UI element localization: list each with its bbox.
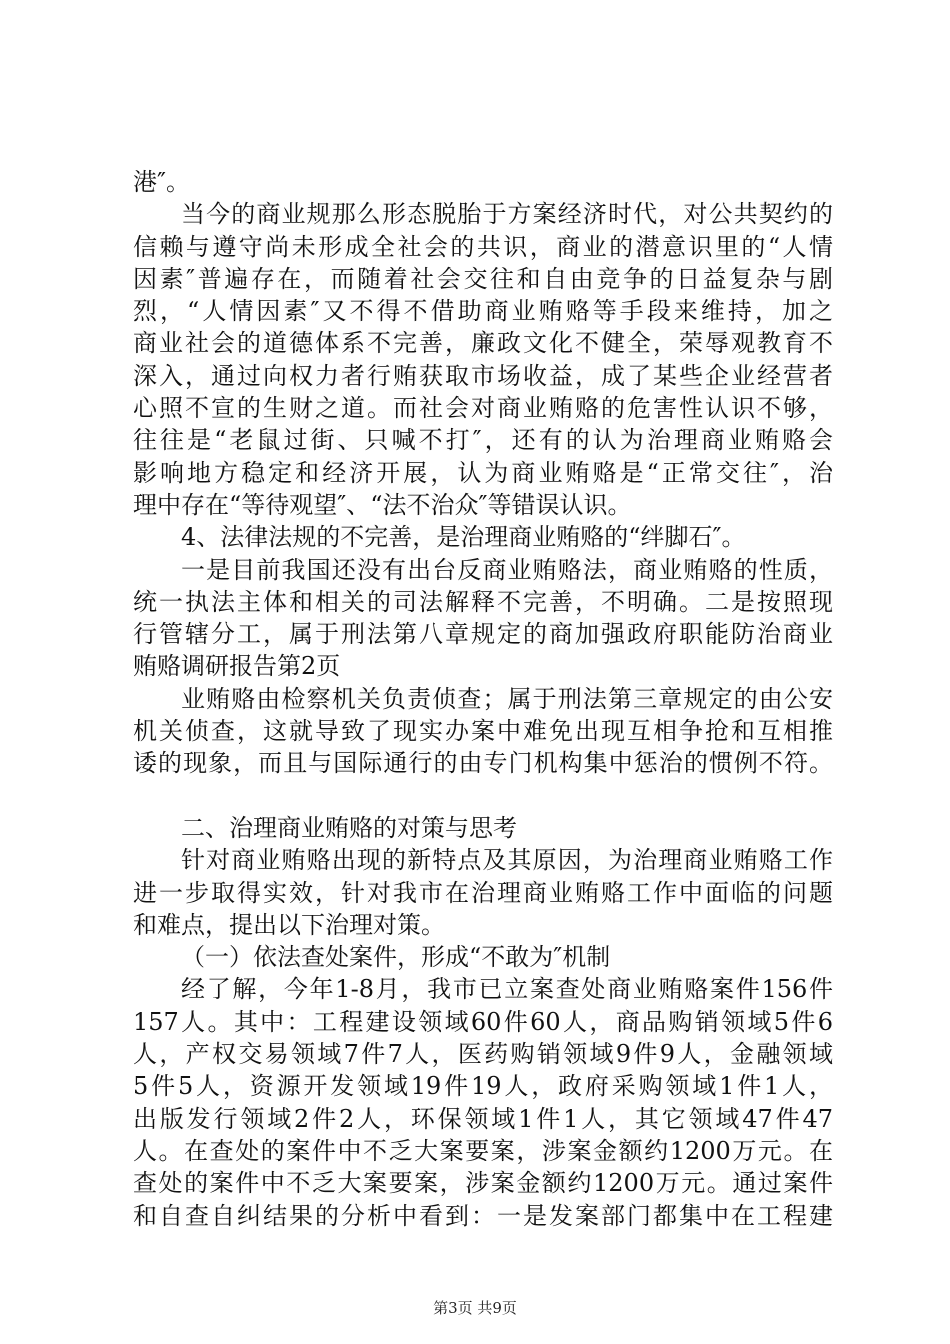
- text-line: 行管辖分工，属于刑法第八章规定的商加强政府职能防治商业: [133, 620, 833, 649]
- text-line: 针对商业贿赂出现的新特点及其原因，为治理商业贿赂工作: [181, 846, 833, 875]
- text-line: 4、法律法规的不完善，是治理商业贿赂的“绊脚石″。: [181, 523, 746, 552]
- text-line: 出版发行领域2件2人，环保领域1件1人，其它领域47件47: [133, 1104, 833, 1133]
- text-line: 烈，“人情因素″又不得不借助商业贿赂等手段来维持，加之: [133, 297, 833, 326]
- text-line: 经了解，今年1-8月，我市已立案查处商业贿赂案件156件: [181, 975, 833, 1004]
- text-line: 商业社会的道德体系不完善，廉政文化不健全，荣辱观教育不: [133, 329, 833, 358]
- text-line: 当今的商业规那么形态脱胎于方案经济时代，对公共契约的: [181, 200, 833, 229]
- text-line: 深入，通过向权力者行贿获取市场收益，成了某些企业经营者: [133, 361, 833, 390]
- text-line: 人，产权交易领域7件7人，医药购销领域9件9人，金融领域: [133, 1040, 833, 1069]
- text-line: 机关侦查，这就导致了现实办案中难免出现互相争抢和互相推: [133, 717, 833, 746]
- text-line: 和难点，提出以下治理对策。: [133, 910, 445, 939]
- text-line: 诿的现象，而且与国际通行的由专门机构集中惩治的惯例不符。: [133, 749, 833, 778]
- text-line: 一是目前我国还没有出台反商业贿赂法，商业贿赂的性质，: [181, 555, 833, 584]
- text-line: 进一步取得实效，针对我市在治理商业贿赂工作中面临的问题: [133, 878, 833, 907]
- text-line: 往往是“老鼠过街、只喊不打″，还有的认为治理商业贿赂会: [133, 426, 833, 455]
- text-line: 5件5人，资源开发领域19件19人，政府采购领域1件1人，: [133, 1072, 833, 1101]
- text-line: 业贿赂由检察机关负责侦查；属于刑法第三章规定的由公安: [181, 684, 833, 713]
- page-footer: 第3页 共9页: [433, 1299, 517, 1317]
- text-line: 影响地方稳定和经济开展，认为商业贿赂是“正常交往″，治: [133, 458, 833, 487]
- text-line: 157人。其中：工程建设领域60件60人，商品购销领域5件6: [133, 1007, 833, 1036]
- text-line: 心照不宣的生财之道。而社会对商业贿赂的危害性认识不够，: [133, 394, 833, 423]
- text-line: 贿赂调研报告第2页: [133, 652, 341, 681]
- text-line: （一）依法查处案件，形成“不敢为″机制: [181, 943, 611, 972]
- paragraph-gap: [133, 780, 833, 812]
- text-line: 理中存在“等待观望″、“法不治众″等错误认识。: [133, 490, 632, 519]
- text-line: 人。在查处的案件中不乏大案要案，涉案金额约1200万元。在: [133, 1136, 833, 1165]
- text-line: 查处的案件中不乏大案要案，涉案金额约1200万元。通过案件: [133, 1169, 833, 1198]
- text-line: 和自查自纠结果的分析中看到：一是发案部门都集中在工程建: [133, 1201, 833, 1230]
- text-line: 因素″普遍存在，而随着社会交往和自由竞争的日益复杂与剧: [133, 264, 833, 293]
- text-line: 统一执法主体和相关的司法解释不完善，不明确。二是按照现: [133, 587, 833, 616]
- text-line: 二、治理商业贿赂的对策与思考: [181, 813, 517, 842]
- text-line: 信赖与遵守尚未形成全社会的共识，商业的潜意识里的“人情: [133, 232, 833, 261]
- text-line: 港″。: [133, 168, 190, 196]
- document-body: [133, 166, 833, 1232]
